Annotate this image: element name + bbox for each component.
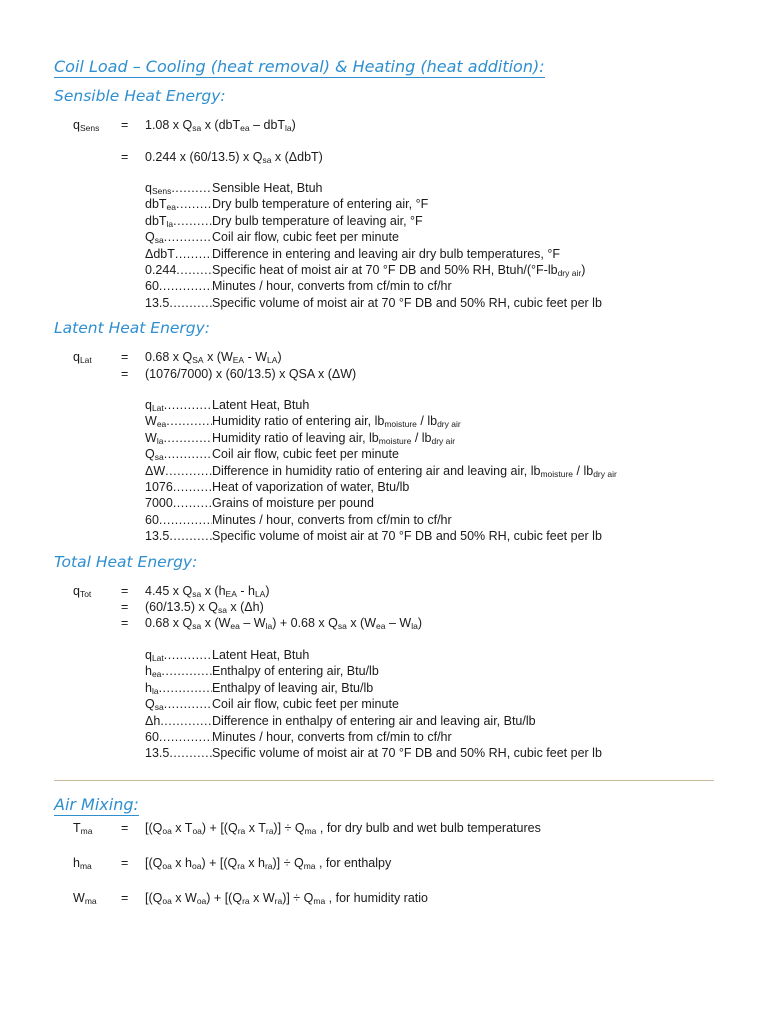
definition-row [145,528,617,544]
equation-rhs: 4.45 x $Q_{sa}$ x $(h_{EA} - h_{LA})$ [145,584,270,599]
definition-term: $Q_{sa}$ ..... [145,229,212,245]
definition-row [145,663,602,679]
equation-rhs: 0.68 x $Q_{sa}$ x $(W_{ea} - W_{la}) + 0.68$ x $Q_{sa}$ x $(W_{ea} - W_{la})$ [145,616,422,631]
definition-description: Coil air flow, cubic feet per minute [212,230,399,245]
definition-description: Minutes / hour, converts from cf/min to cf/hr [212,279,452,294]
equals-sign: = [121,856,129,870]
definition-description: Coil air flow, cubic feet per minute [212,697,399,712]
definition-row [145,512,617,528]
sensible-heading: Sensible Heat Energy: [54,87,226,105]
equals-sign: = [121,891,129,905]
definition-row [145,479,617,495]
equation-lhs: $q_{Tot}$ [73,584,92,599]
definition-row [145,295,602,311]
definition-description: Humidity ratio of entering air, $lb_{moisture} / lb_{dry air}$ [212,414,461,430]
equation-lhs: $q_{Sens}$ [73,118,100,133]
definition-term: 1076 ..... [145,479,212,495]
definition-description: Specific volume of moist air at 70 °F DB and 50% RH, cubic feet per lb [212,295,602,310]
equals-sign: = [121,821,129,835]
equation-rhs: 1.08 x $Q_{sa}$ x (dbT$_{ea}$ – dbT$_{la}$) [145,118,296,133]
definition-description: Humidity ratio of leaving air, $lb_{moisture} / lb_{dry air}$ [212,430,456,446]
definition-description: Heat of vaporization of water, Btu/lb [212,479,410,494]
definition-description: Enthalpy of entering air, Btu/lb [212,664,379,679]
definition-description: Enthalpy of leaving air, Btu/lb [212,680,374,695]
definition-description: Specific heat of moist air at 70 °F DB and 50% RH, Btuh/$(^\circ F-lb_{dry air})$ [212,262,586,278]
equation-rhs: [($Q_{oa}$ x $T_{oa}) + [(Q_{ra}$ x $T_{ra})] \div Q_{ma}$ , for dry bulb and wet bulb temperatures [145,821,541,836]
definition-row [145,696,602,712]
definition-description: Dry bulb temperature of leaving air, °F [212,213,423,228]
equation-lhs: $q_{Lat}$ [73,350,92,365]
definition-term: $Q_{sa}$ ..... [145,696,212,712]
coil-load-title: Coil Load – Cooling (heat removal) & Heating (heat addition): [54,57,545,76]
definition-row [145,463,617,479]
equation-rhs: 0.244 x (60/13.5) x $Q_{sa}$ x (ΔdbT) [145,150,323,165]
equals-sign: = [121,350,129,364]
definition-description: Sensible Heat, Btuh [212,181,323,195]
equation-rhs: (1076/7000) x (60/13.5) x QSA x (ΔW) [145,367,357,381]
definition-row [145,180,602,196]
definition-term: dbT$_{la}$ ..... [145,213,212,229]
definition-description: Difference in entering and leaving air dry bulb temperatures, °F [212,246,561,261]
definition-description: Dry bulb temperature of entering air, °F [212,197,429,212]
equals-sign: = [121,118,129,132]
definition-row [145,430,617,446]
equation-lhs: $h_{ma}$ [73,856,92,871]
definition-description: Coil air flow, cubic feet per minute [212,447,399,462]
definition-term: $W_{la}$ ..... [145,430,212,446]
definition-term: 60 ..... [145,729,212,745]
definition-row [145,680,602,696]
definition-row [145,446,617,462]
latent-definitions [145,397,617,545]
definition-term: 7000 ..... [145,495,212,511]
definition-description: Specific volume of moist air at 70 °F DB and 50% RH, cubic feet per lb [212,529,602,544]
definition-description: Minutes / hour, converts from cf/min to cf/hr [212,512,452,527]
definition-row [145,729,602,745]
definition-description: Latent Heat, Btuh [212,398,310,412]
definition-description: Latent Heat, Btuh [212,648,310,662]
definition-term: $q_{Lat}$ ..... [145,397,212,413]
latent-heading: Latent Heat Energy: [54,319,211,337]
equation-lhs: $T_{ma}$ [73,821,93,836]
definition-term: 13.5 ..... [145,295,212,311]
equation-rhs: [($Q_{oa}$ x $W_{oa}) + [(Q_{ra}$ x $W_{ra})] \div Q_{ma}$ , for humidity ratio [145,891,429,906]
definition-term: 60 ..... [145,512,212,528]
sensible-definitions [145,180,602,311]
equals-sign: = [121,367,129,381]
equation-rhs: 0.68 x $Q_{SA}$ x $(W_{EA} - W_{LA})$ [145,350,282,365]
equals-sign: = [121,616,129,630]
definition-term: Δh ..... [145,713,212,729]
definition-term: 0.244 ..... [145,262,212,278]
definition-row [145,647,602,663]
definition-row [145,397,617,413]
definition-term: dbT$_{ea}$ ..... [145,196,212,212]
definition-term: 60 ..... [145,278,212,294]
definition-term: $h_{la}$ ..... [145,680,212,696]
definition-description: Minutes / hour, converts from cf/min to cf/hr [212,729,452,744]
definition-row [145,246,602,262]
definition-row [145,262,602,278]
definition-term: $h_{ea}$ ..... [145,663,212,679]
definition-row [145,213,602,229]
equals-sign: = [121,600,129,614]
equals-sign: = [121,150,129,164]
definition-row [145,229,602,245]
definition-term: ΔW ..... [145,463,212,479]
equation-rhs: (60/13.5) x $Q_{sa}$ x (Δh) [145,600,264,615]
definition-row [145,713,602,729]
equation-rhs: [($Q_{oa}$ x $h_{oa}) + [(Q_{ra}$ x $h_{ra})] \div Q_{ma}$ , for enthalpy [145,856,392,871]
definition-description: Specific volume of moist air at 70 °F DB and 50% RH, cubic feet per lb [212,746,602,761]
equation-lhs: $W_{ma}$ [73,891,97,906]
total-heading: Total Heat Energy: [54,553,198,571]
definition-row [145,495,617,511]
definition-term: $q_{Sens}$ ..... [145,180,212,196]
definition-term: $Q_{sa}$ ..... [145,446,212,462]
definition-description: Difference in enthalpy of entering air and leaving air, Btu/lb [212,713,536,728]
definition-description: Difference in humidity ratio of entering air and leaving air, $lb_{moisture} / lb_{dry air}$ [212,463,617,479]
section-divider [54,780,714,781]
definition-row [145,413,617,429]
definition-term: $W_{ea}$ ..... [145,413,212,429]
definition-row [145,278,602,294]
definition-description: Grains of moisture per pound [212,496,374,511]
equals-sign: = [121,584,129,598]
definition-row [145,196,602,212]
definition-term: 13.5 ..... [145,528,212,544]
air-mixing-title: Air Mixing: [54,795,139,814]
definition-term: 13.5 ..... [145,745,212,761]
total-definitions [145,647,602,762]
definition-row [145,745,602,761]
definition-term: $q_{Lat}$ ..... [145,647,212,663]
definition-term: ΔdbT ..... [145,246,212,262]
